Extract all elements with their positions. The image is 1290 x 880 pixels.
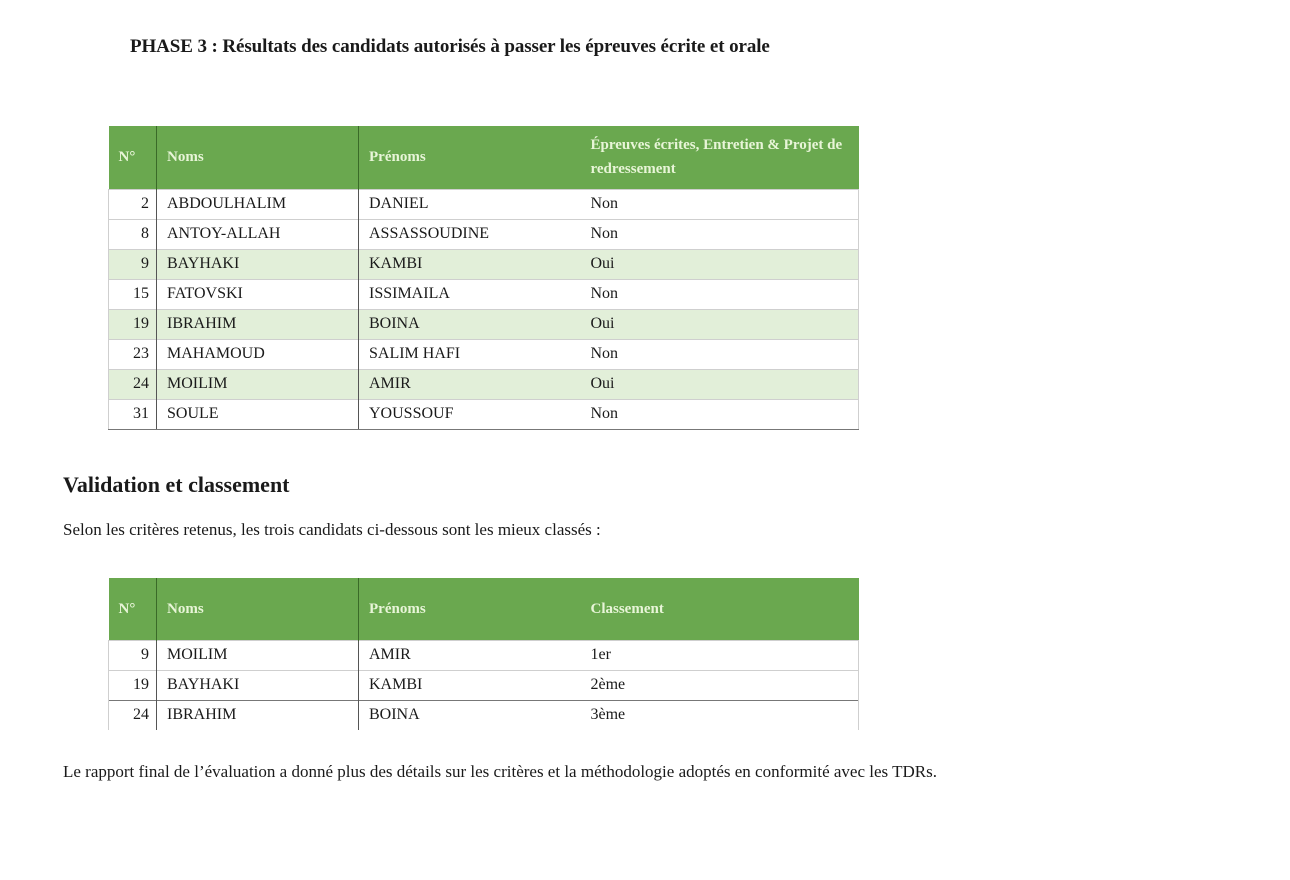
cell-rank: 2ème [581, 670, 859, 700]
table-row [109, 219, 859, 249]
header-classement: Classement [581, 578, 859, 640]
header-num: N° [109, 126, 157, 189]
cell-result: Non [581, 339, 859, 369]
cell-prenom: BOINA [359, 309, 581, 339]
cell-num: 8 [109, 219, 157, 249]
section-heading: Validation et classement [63, 472, 290, 497]
header-noms: Noms [157, 126, 359, 189]
cell-num: 23 [109, 339, 157, 369]
cell-nom: FATOVSKI [157, 279, 359, 309]
cell-prenom: KAMBI [359, 670, 581, 700]
ranking-table [108, 578, 859, 730]
table-row [109, 640, 859, 670]
cell-prenom: BOINA [359, 700, 581, 730]
header-noms: Noms [157, 578, 359, 640]
cell-prenom: ASSASSOUDINE [359, 219, 581, 249]
cell-nom: BAYHAKI [157, 670, 359, 700]
header-prenoms: Prénoms [359, 578, 581, 640]
cell-prenom: AMIR [359, 369, 581, 399]
cell-num: 19 [109, 670, 157, 700]
cell-num: 2 [109, 189, 157, 219]
cell-prenom: SALIM HAFI [359, 339, 581, 369]
cell-prenom: DANIEL [359, 189, 581, 219]
cell-result: Oui [581, 309, 859, 339]
cell-nom: MOILIM [157, 640, 359, 670]
table-row [109, 399, 859, 429]
cell-num: 15 [109, 279, 157, 309]
table-row [109, 309, 859, 339]
table-row [109, 700, 859, 730]
cell-prenom: YOUSSOUF [359, 399, 581, 429]
cell-result: Non [581, 279, 859, 309]
cell-num: 24 [109, 369, 157, 399]
cell-num: 9 [109, 249, 157, 279]
cell-rank: 1er [581, 640, 859, 670]
phase-title: PHASE 3 : Résultats des candidats autorisés à passer les épreuves écrite et orale [130, 36, 770, 57]
cell-nom: IBRAHIM [157, 700, 359, 730]
cell-num: 31 [109, 399, 157, 429]
cell-result: Oui [581, 369, 859, 399]
cell-num: 9 [109, 640, 157, 670]
header-num: N° [109, 578, 157, 640]
cell-result: Non [581, 399, 859, 429]
cell-nom: IBRAHIM [157, 309, 359, 339]
ranking-table-header [109, 578, 859, 640]
table-row [109, 339, 859, 369]
cell-prenom: AMIR [359, 640, 581, 670]
table-row [109, 369, 859, 399]
table-row [109, 249, 859, 279]
final-paragraph: Le rapport final de l’évaluation a donné plus des détails sur les critères et la méthodologie adoptés en conformité avec les TDRs. [63, 762, 937, 781]
cell-nom: BAYHAKI [157, 249, 359, 279]
table-row [109, 279, 859, 309]
cell-prenom: ISSIMAILA [359, 279, 581, 309]
cell-nom: MAHAMOUD [157, 339, 359, 369]
cell-nom: MOILIM [157, 369, 359, 399]
cell-prenom: KAMBI [359, 249, 581, 279]
cell-result: Oui [581, 249, 859, 279]
header-prenoms: Prénoms [359, 126, 581, 189]
table-row [109, 670, 859, 700]
cell-result: Non [581, 189, 859, 219]
cell-nom: ABDOULHALIM [157, 189, 359, 219]
header-epreuves: Épreuves écrites, Entretien & Projet de redressement [581, 126, 859, 189]
cell-num: 24 [109, 700, 157, 730]
cell-nom: SOULE [157, 399, 359, 429]
results-table [108, 126, 859, 430]
cell-result: Non [581, 219, 859, 249]
cell-rank: 3ème [581, 700, 859, 730]
cell-num: 19 [109, 309, 157, 339]
cell-nom: ANTOY-ALLAH [157, 219, 359, 249]
intro-paragraph: Selon les critères retenus, les trois candidats ci-dessous sont les mieux classés : [63, 520, 601, 539]
table-row [109, 189, 859, 219]
results-table-header [109, 126, 859, 189]
